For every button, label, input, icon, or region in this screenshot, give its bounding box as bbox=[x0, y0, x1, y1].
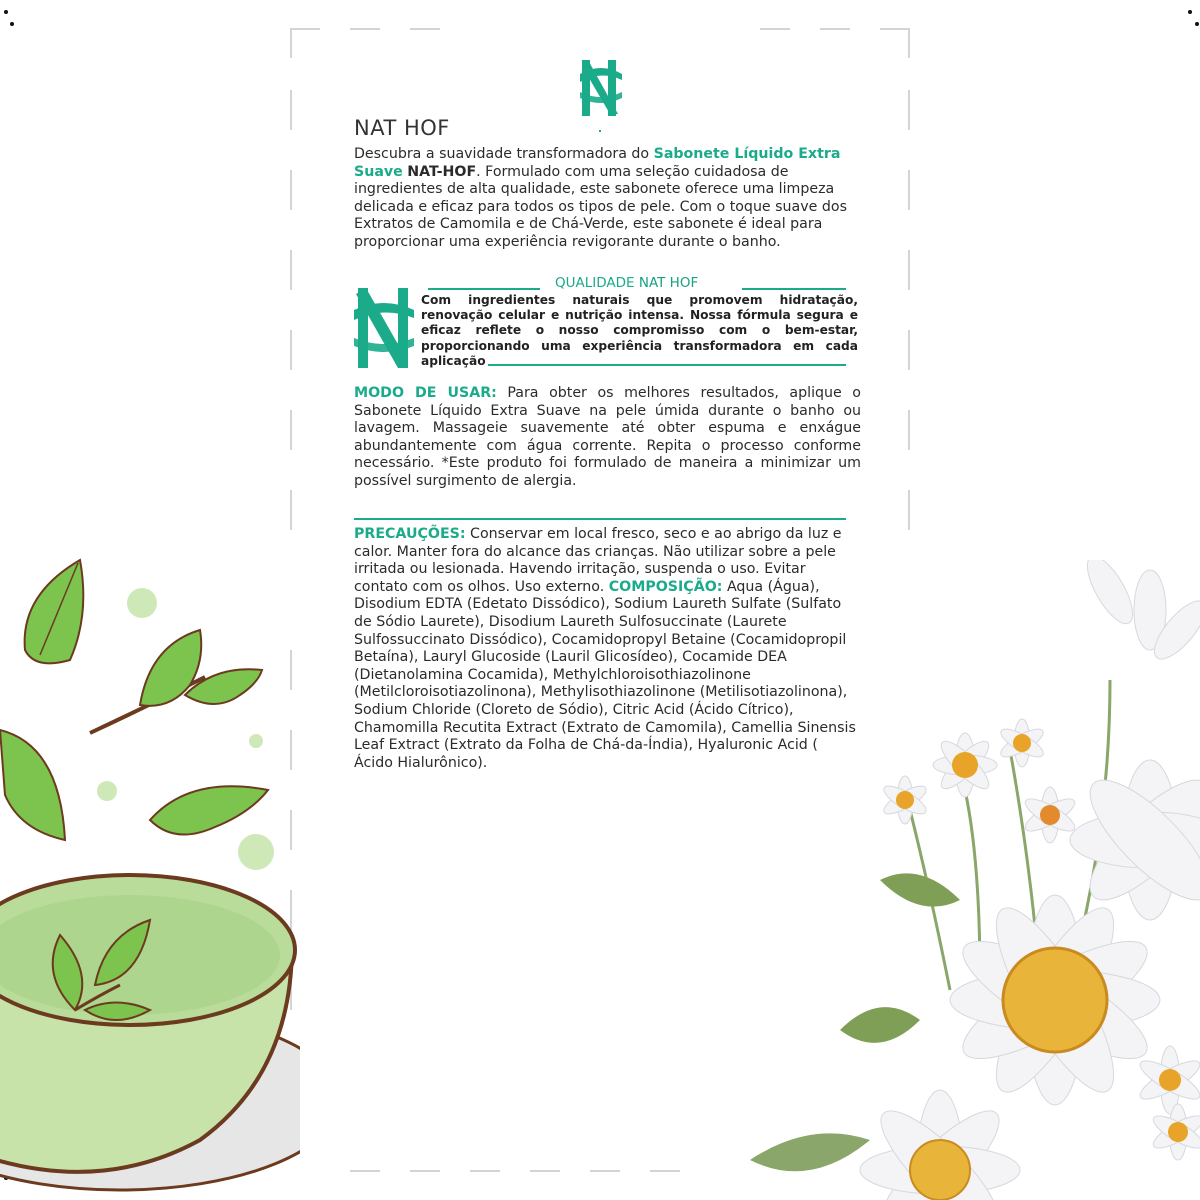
usage-instructions bbox=[354, 385, 861, 491]
green-leaves-illustration bbox=[0, 560, 274, 870]
composition-label: COMPOSIÇÃO: bbox=[608, 578, 723, 595]
composition-text: Aqua (Água), Disodium EDTA (Edetato Dissódico), Sodium Laureth Sulfate (Sulfato de Sódio Laurete), Disodium Laureth Sulfosuccinate (Laurete Sulfossuccinato Dissódico), Cocamidopropyl Betaine (Cocamidopropil Betaína), Lauryl Glucoside (Lauril Glicosídeo), Cocamide DEA (Dietanolamina Cocamida), Methylchloroisothiazolinone (Metilcloroisotiazolinona), Methylisothiazolinone (Metilisotiazolinona), Sodium Chloride (Cloreto de Sódio), Citric Acid (Ácido Cítrico), Chamomilla Recutita Extract (Extrato de Camomila), Camellia Sinensis Leaf Extract (Extrato da Folha de Chá-da-Índia), Hyaluronic Acid ( Ácido Hialurônico). bbox=[354, 578, 856, 771]
crop-mark bbox=[1188, 10, 1192, 14]
chamomile-flower bbox=[1136, 1046, 1200, 1114]
usage-text: Para obter os melhores resultados, aplique o Sabonete Líquido Extra Suave na pele úmida durante o banho ou lavagem. Massageie suavemente até obter espuma e enxágue abundantemente com água corrente. Repita o processo conforme necessário. *Este produto foi formulado de maneira a minimizar um possível surgimento de alergia. bbox=[354, 385, 861, 489]
quality-heading-prefix: QUALIDADE bbox=[555, 275, 639, 291]
intro-rest: . Formulado com uma seleção cuidadosa de ingredientes de alta qualidade, este sabonete oferece uma limpeza delicada e eficaz para todos os tipos de pele. Com o toque suave dos Extratos de Camomila e de Chá-Verde, este sabonete é ideal para proporcionar uma experiência revigorante durante o banho. bbox=[354, 163, 847, 250]
chamomile-flower bbox=[1079, 560, 1200, 667]
crop-mark bbox=[4, 10, 8, 14]
intro-lead: Descubra a suavidade transformadora do bbox=[354, 146, 654, 162]
divider-line bbox=[488, 364, 846, 366]
brand-logo-large-icon bbox=[354, 288, 414, 368]
chamomile-flower bbox=[949, 894, 1161, 1106]
quality-heading-brand: NAT HOF bbox=[638, 275, 699, 291]
crop-mark bbox=[1195, 22, 1199, 26]
divider-line bbox=[742, 288, 846, 290]
chamomile-flower bbox=[997, 719, 1047, 767]
precautions-label: PRECAUÇÕES: bbox=[354, 526, 466, 542]
chamomile-flower bbox=[1149, 1104, 1200, 1160]
quality-description: Com ingredientes naturais que promovem hidratação, renovação celular e nutrição intensa. Nossa fórmula segura e eficaz reflete o nosso compromisso com o bem-estar, proporcionando uma experiência transformadora em cada aplicação bbox=[421, 293, 858, 368]
divider-line bbox=[354, 518, 846, 520]
brand-title: NAT HOF bbox=[354, 116, 450, 140]
chamomile-flower bbox=[1021, 787, 1078, 843]
quality-heading bbox=[555, 275, 698, 291]
crop-mark bbox=[10, 22, 14, 26]
tea-cup-illustration bbox=[0, 555, 300, 1200]
brand-logo-icon bbox=[578, 58, 624, 134]
chamomile-flower bbox=[880, 776, 930, 824]
product-name: Sabonete Líquido Extra Suave bbox=[354, 146, 841, 180]
brand-name: NAT-HOF bbox=[407, 163, 477, 180]
divider-line bbox=[428, 288, 540, 290]
precautions-text: Conservar em local fresco, seco e ao abrigo da luz e calor. Manter fora do alcance das crianças. Não utilizar sobre a pele irritada ou lesionada. Havendo irritação, suspenda o uso. Evitar contato com os olhos. Uso externo. bbox=[354, 526, 842, 595]
product-description bbox=[354, 146, 870, 252]
usage-label: MODO DE USAR: bbox=[354, 385, 497, 401]
chamomile-flowers-illustration bbox=[750, 560, 1200, 1200]
chamomile-flower bbox=[933, 733, 997, 797]
chamomile-flower bbox=[860, 1090, 1020, 1200]
